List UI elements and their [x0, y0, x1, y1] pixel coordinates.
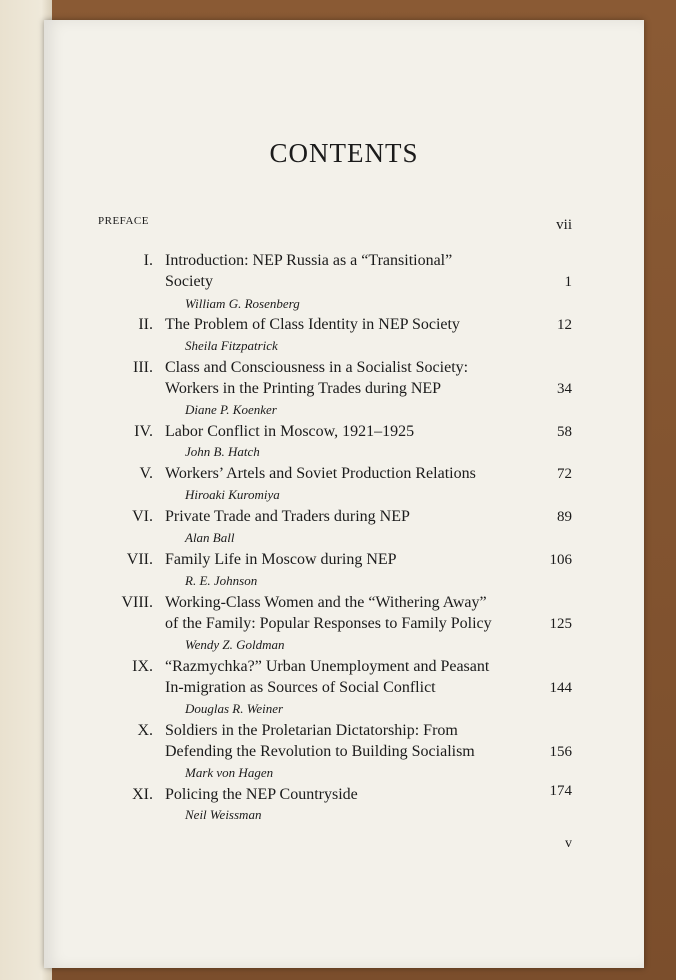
toc-author — [44, 798, 644, 822]
chapter-title-line: Workers in the Printing Trades during NEP — [165, 380, 442, 397]
chapter-title-line: The Problem of Class Identity in NEP Society — [165, 316, 460, 333]
toc-author — [44, 630, 644, 651]
chapter-number: V. — [139, 465, 153, 482]
page-number: 174 — [549, 783, 572, 799]
toc-author — [44, 567, 644, 588]
toc-entry-cont — [44, 273, 644, 294]
author-name: Douglas R. Weiner — [185, 701, 284, 716]
author-name: Mark von Hagen — [185, 765, 274, 780]
author-name: Alan Ball — [185, 530, 235, 545]
chapter-number: VII. — [126, 551, 153, 568]
author-name: William G. Rosenberg — [185, 296, 300, 311]
author-name: Diane P. Koenker — [185, 402, 277, 417]
toc-author — [44, 336, 644, 357]
chapter-title-line: Soldiers in the Proletarian Dictatorship: From — [165, 722, 458, 739]
toc-entry-cont — [44, 672, 644, 696]
toc-entry — [44, 420, 644, 441]
chapter-title-line: In-migration as Sources of Social Conflict — [165, 679, 436, 696]
toc-entry-cont — [44, 735, 644, 760]
page-number: 72 — [557, 466, 572, 482]
chapter-title-line: Society — [165, 273, 213, 290]
toc-entry — [44, 546, 644, 567]
page-number: 89 — [557, 509, 572, 525]
page-number: 125 — [549, 616, 572, 632]
toc-entry — [44, 357, 644, 378]
chapter-title-line: Family Life in Moscow during NEP — [165, 551, 397, 568]
page-number: 12 — [557, 317, 572, 333]
chapter-title-line: Defending the Revolution to Building Socialism — [165, 743, 475, 760]
chapter-number: II. — [138, 316, 153, 333]
chapter-title-line: Working-Class Women and the “Withering Away” — [165, 594, 487, 611]
chapter-title-line: Private Trade and Traders during NEP — [165, 508, 410, 525]
toc-entry — [44, 504, 644, 525]
table-of-contents — [44, 252, 644, 822]
author-name: Wendy Z. Goldman — [185, 637, 285, 652]
toc-entry — [44, 252, 644, 273]
toc-author — [44, 756, 644, 780]
chapter-number: VIII. — [121, 594, 153, 611]
toc-author — [44, 483, 644, 504]
chapter-number: I. — [143, 252, 153, 269]
toc-author — [44, 693, 644, 714]
author-name: R. E. Johnson — [185, 573, 258, 588]
toc-entry — [44, 588, 644, 609]
book-page — [44, 20, 644, 968]
chapter-number: III. — [133, 359, 153, 376]
chapter-number: IV. — [134, 423, 153, 440]
page-number: 58 — [557, 424, 572, 440]
page-number: 144 — [549, 680, 572, 696]
toc-entry — [44, 777, 644, 803]
toc-entry — [44, 714, 644, 739]
chapter-title-line: Class and Consciousness in a Socialist Society: — [165, 359, 469, 376]
toc-entry — [44, 462, 644, 483]
chapter-title-line: “Razmychka?” Urban Unemployment and Peasant — [165, 658, 490, 675]
toc-entry-cont — [44, 378, 644, 399]
author-name: Hiroaki Kuromiya — [185, 487, 280, 502]
page-number: 34 — [557, 381, 572, 397]
chapter-title-line: Labor Conflict in Moscow, 1921–1925 — [165, 423, 415, 440]
toc-author — [44, 294, 644, 315]
preface-label: PREFACE — [98, 215, 149, 227]
chapter-title-line: Workers’ Artels and Soviet Production Relations — [165, 465, 476, 482]
chapter-number: X. — [137, 722, 153, 739]
toc-author — [44, 441, 644, 462]
author-name: Neil Weissman — [185, 807, 262, 822]
toc-author — [44, 525, 644, 546]
toc-entry — [44, 315, 644, 336]
chapter-title-line: Introduction: NEP Russia as a “Transitional” — [165, 252, 453, 269]
preface-page-number: vii — [556, 217, 572, 233]
chapter-title-line: Policing the NEP Countryside — [165, 786, 358, 803]
page-number: 106 — [549, 552, 572, 568]
toc-entry — [44, 651, 644, 675]
author-name: John B. Hatch — [185, 444, 260, 459]
page-number: 156 — [549, 744, 572, 760]
chapter-number: IX. — [132, 658, 153, 675]
page-number: 1 — [564, 274, 572, 290]
chapter-title-line: of the Family: Popular Responses to Family Policy — [165, 615, 492, 632]
chapter-number: XI. — [132, 786, 153, 803]
author-name: Sheila Fitzpatrick — [185, 338, 278, 353]
folio-page-number: v — [565, 836, 572, 851]
toc-entry-cont — [44, 609, 644, 630]
chapter-number: VI. — [132, 508, 153, 525]
toc-author — [44, 399, 644, 420]
page-title: CONTENTS — [269, 138, 419, 168]
